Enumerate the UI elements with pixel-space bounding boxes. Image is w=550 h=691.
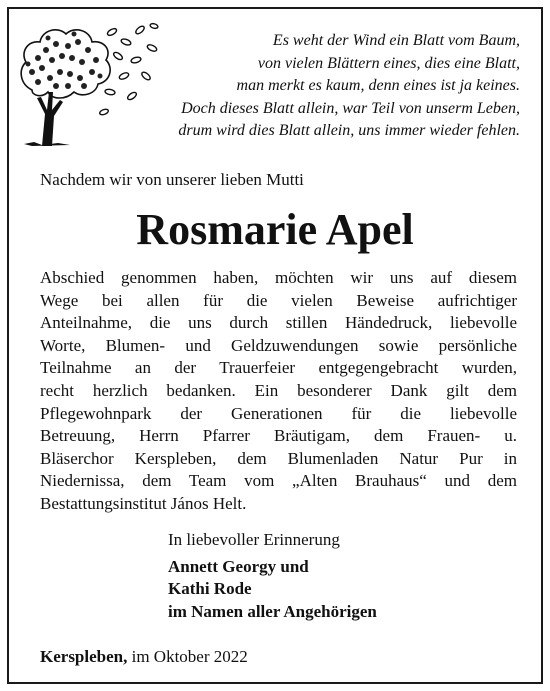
signatory-line: im Namen aller Angehörigen: [168, 601, 377, 621]
intro-text: Nachdem wir von unserer lieben Mutti: [40, 170, 304, 189]
poem-line: drum wird dies Blatt allein, uns immer wieder fehlen.: [178, 122, 520, 140]
poem-line: Doch dieses Blatt allein, war Teil von unserm Leben,: [181, 99, 520, 117]
poem-line: man merkt es kaum, denn eines ist ja keines.: [236, 77, 520, 95]
place-town: Kerspleben,: [40, 647, 128, 666]
paragraph-line: Niedernissa, dem Team vom „Alten Brauhaus“ und dem: [40, 471, 517, 491]
paragraph-line: Betreuung, Herrn Pfarrer Bräutigam, dem Frauen- u.: [40, 426, 517, 446]
poem-line: von vielen Blättern eines, dies eine Blatt,: [257, 54, 520, 72]
paragraph-line: Bläserchor Kerspleben, dem Blumenladen Natur Pur in: [40, 448, 517, 468]
paragraph-line: recht herzlich bedanken. Ein besonderer Dank gilt dem: [40, 380, 517, 400]
paragraph-line: Teilnahme an der Trauerfeier entgegengebracht wurden,: [40, 358, 517, 378]
poem: [140, 30, 520, 143]
signatory-line: Annett Georgy und: [168, 556, 309, 576]
place-date: [40, 647, 248, 667]
poem-line: Es weht der Wind ein Blatt vom Baum,: [272, 32, 520, 49]
paragraph-line: Bestattungsinstitut János Helt.: [40, 493, 247, 513]
paragraph-line: Pflegewohnpark der Generationen für die liebevolle: [40, 403, 517, 423]
paragraph-line: Wege bei allen für die vielen Beweise aufrichtiger: [40, 290, 517, 310]
paragraph-line: Worte, Blumen- und Geldzuwendungen sowie persönliche: [40, 335, 517, 355]
deceased-name: Rosmarie Apel: [136, 205, 414, 254]
closing-block: [168, 529, 377, 623]
paragraph-line: Anteilnahme, die uns durch stillen Händedruck, liebevolle: [40, 313, 517, 333]
thanks-paragraph: [40, 267, 517, 516]
place-date-text: im Oktober 2022: [131, 647, 248, 666]
signatory-line: Kathi Rode: [168, 579, 252, 599]
remembrance-line: In liebevoller Erinnerung: [168, 530, 340, 549]
paragraph-line: Abschied genommen haben, möchten wir uns auf diesem: [40, 268, 517, 287]
